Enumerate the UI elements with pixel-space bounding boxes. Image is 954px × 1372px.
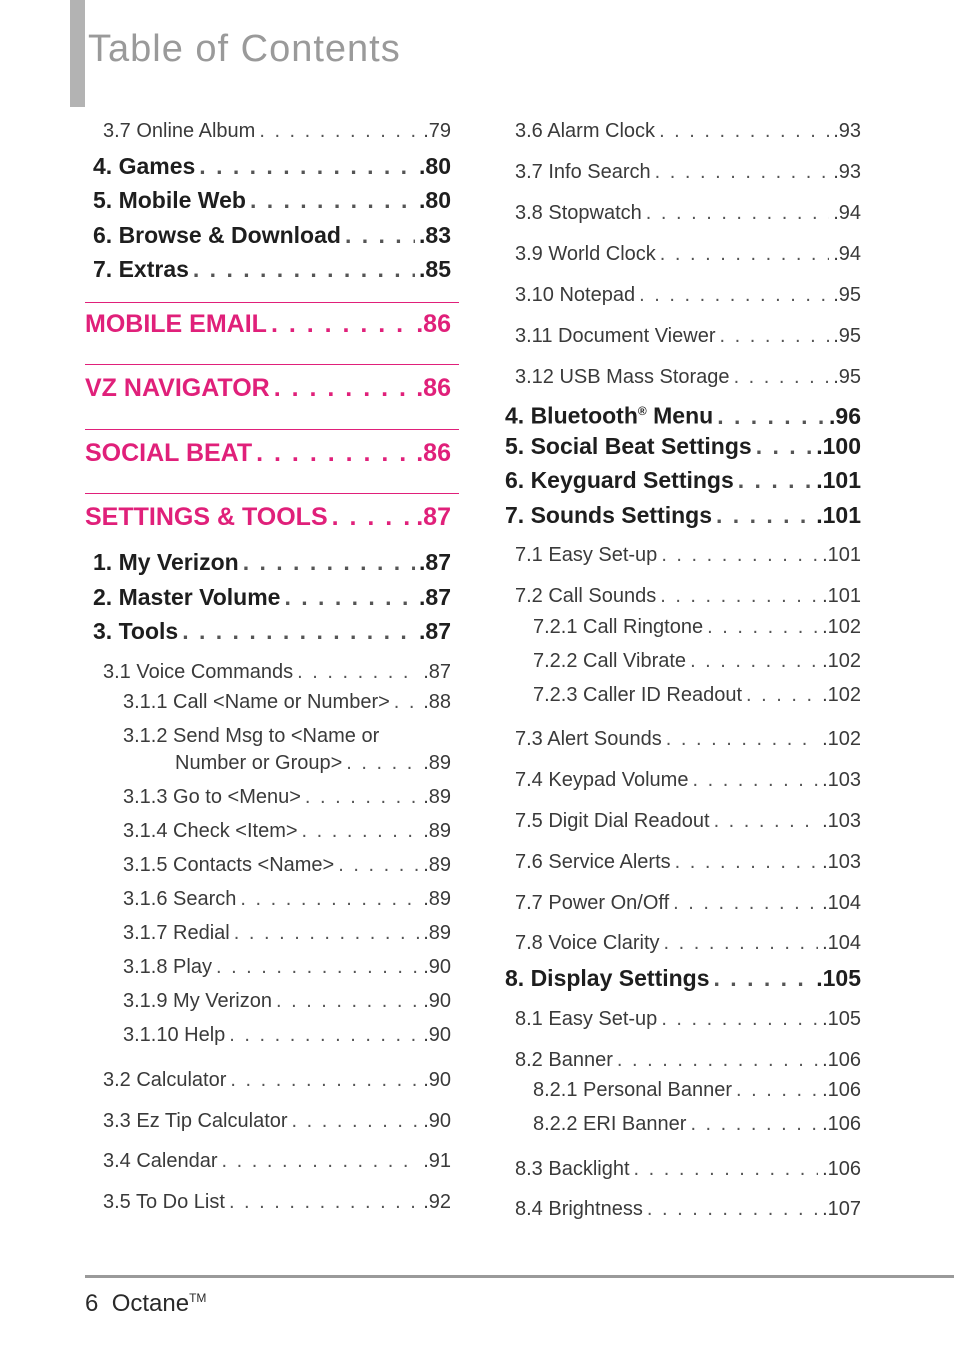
page-ref: .105 bbox=[816, 965, 861, 991]
leader-dots bbox=[394, 685, 419, 719]
page-ref: .95 bbox=[833, 366, 861, 388]
toc-entry[interactable]: 8.3 Backlight . . . .106 bbox=[515, 1152, 861, 1186]
page-ref: .89 bbox=[423, 888, 451, 910]
page-number: 6 bbox=[85, 1290, 99, 1317]
leader-dots bbox=[345, 218, 415, 252]
toc-section-vz-navigator[interactable]: VZ NAVIGATOR . . . .86 bbox=[85, 371, 451, 405]
page-ref: .89 bbox=[423, 752, 451, 774]
leader-dots bbox=[675, 845, 818, 879]
page-ref: .93 bbox=[833, 161, 861, 183]
leader-dots bbox=[617, 1043, 818, 1077]
leader-dots bbox=[240, 882, 419, 916]
page-ref: .90 bbox=[423, 1110, 451, 1132]
leader-dots bbox=[639, 278, 829, 312]
page-ref: .87 bbox=[416, 503, 451, 531]
leader-dots bbox=[647, 1192, 818, 1226]
page-ref: .80 bbox=[419, 187, 451, 213]
toc-entry[interactable]: 3. Tools . . . .87 bbox=[93, 614, 451, 648]
leader-dots bbox=[659, 114, 829, 148]
page-ref: .100 bbox=[816, 433, 861, 459]
leader-dots bbox=[271, 307, 412, 341]
toc-entry[interactable]: 7.1 Easy Set-up . . . .101 bbox=[515, 538, 861, 572]
leader-dots bbox=[673, 886, 818, 920]
page-ref: .89 bbox=[423, 820, 451, 842]
toc-entry[interactable]: 3.1.3 Go to <Menu> . . . .89 bbox=[123, 780, 451, 814]
toc-section-settings-tools[interactable]: SETTINGS & TOOLS . . . .87 bbox=[85, 500, 451, 534]
toc-entry[interactable]: 4. Bluetooth® Menu . . . .96 bbox=[505, 394, 861, 428]
page-ref: .103 bbox=[822, 810, 861, 832]
page-ref: .94 bbox=[833, 243, 861, 265]
leader-dots bbox=[716, 498, 812, 532]
leader-dots bbox=[229, 1018, 419, 1052]
section-divider bbox=[85, 364, 459, 365]
toc-entry[interactable]: 1. My Verizon . . . .87 bbox=[93, 545, 451, 579]
registered-mark: ® bbox=[637, 404, 647, 418]
leader-dots bbox=[714, 961, 813, 995]
leader-dots bbox=[690, 1107, 818, 1141]
page-ref: .87 bbox=[419, 584, 451, 610]
leader-dots bbox=[250, 183, 415, 217]
leader-dots bbox=[664, 926, 819, 960]
toc-entry[interactable]: 7.2.3 Caller ID Readout . . . .102 bbox=[533, 678, 861, 712]
toc-entry[interactable]: 7.5 Digit Dial Readout . . . .103 bbox=[515, 804, 861, 838]
page-ref: .107 bbox=[822, 1198, 861, 1220]
leader-dots bbox=[243, 545, 415, 579]
page-ref: .90 bbox=[423, 990, 451, 1012]
toc-entry[interactable]: 7.3 Alert Sounds . . . .102 bbox=[515, 722, 861, 756]
toc-entry[interactable]: 8.2.1 Personal Banner . . . .106 bbox=[533, 1073, 861, 1107]
toc-entry[interactable]: 7.7 Power On/Off . . . .104 bbox=[515, 886, 861, 920]
page-ref: .89 bbox=[423, 786, 451, 808]
leader-dots bbox=[234, 916, 419, 950]
page-ref: .91 bbox=[423, 1150, 451, 1172]
toc-entry[interactable]: 6. Browse & Download . . . .83 bbox=[93, 218, 451, 252]
page-ref: .90 bbox=[423, 1024, 451, 1046]
page-ref: .102 bbox=[822, 728, 861, 750]
toc-entry[interactable]: 3.11 Document Viewer . . . .95 bbox=[515, 319, 861, 353]
toc-entry[interactable]: 8.2.2 ERI Banner . . . .106 bbox=[533, 1107, 861, 1141]
toc-entry[interactable]: 3.1.7 Redial . . . .89 bbox=[123, 916, 451, 950]
toc-entry[interactable]: 7. Sounds Settings . . . .101 bbox=[505, 498, 861, 532]
page-ref: .87 bbox=[419, 549, 451, 575]
page-title: Table of Contents bbox=[88, 28, 401, 70]
page-ref: .101 bbox=[822, 544, 861, 566]
leader-dots bbox=[646, 196, 829, 230]
page-ref: .93 bbox=[833, 120, 861, 142]
toc-entry[interactable]: 7.8 Voice Clarity . . . .104 bbox=[515, 926, 861, 960]
page-ref: .87 bbox=[423, 661, 451, 683]
section-divider bbox=[85, 302, 459, 303]
page-ref: .79 bbox=[423, 120, 451, 142]
page-ref: .104 bbox=[822, 932, 861, 954]
toc-entry[interactable]: 3.1.4 Check <Item> . . . .89 bbox=[123, 814, 451, 848]
page-ref: .94 bbox=[833, 202, 861, 224]
page-ref: .95 bbox=[833, 325, 861, 347]
toc-entry[interactable]: 4. Games . . . .80 bbox=[93, 149, 451, 183]
page-ref: .88 bbox=[423, 691, 451, 713]
page-ref: .104 bbox=[822, 892, 861, 914]
leader-dots bbox=[230, 1063, 419, 1097]
footer-rule bbox=[85, 1275, 954, 1278]
toc-entry[interactable]: 8.1 Easy Set-up . . . .105 bbox=[515, 1002, 861, 1036]
page-ref: .106 bbox=[822, 1079, 861, 1101]
leader-dots bbox=[182, 614, 415, 648]
toc-entry[interactable]: 3.3 Ez Tip Calculator . . . .90 bbox=[103, 1104, 451, 1138]
toc-entry[interactable]: 3.2 Calculator . . . .90 bbox=[103, 1063, 451, 1097]
leader-dots bbox=[661, 538, 818, 572]
toc-entry-line1[interactable]: 3.1.2 Send Msg to <Name or bbox=[123, 725, 380, 747]
leader-dots bbox=[216, 950, 419, 984]
toc-entry[interactable]: 3.10 Notepad . . . .95 bbox=[515, 278, 861, 312]
leader-dots bbox=[736, 1073, 818, 1107]
leader-dots bbox=[302, 814, 420, 848]
toc-entry[interactable]: 8.2 Banner . . . .106 bbox=[515, 1043, 861, 1077]
leader-dots bbox=[292, 1104, 420, 1138]
page-ref: .105 bbox=[822, 1008, 861, 1030]
toc-entry[interactable]: 3.7 Online Album . . . .79 bbox=[103, 114, 451, 148]
toc-entry[interactable]: 7.2.2 Call Vibrate . . . .102 bbox=[533, 644, 861, 678]
page-ref: .102 bbox=[822, 616, 861, 638]
page-ref: .101 bbox=[822, 585, 861, 607]
page-ref: .83 bbox=[419, 222, 451, 248]
leader-dots bbox=[346, 746, 419, 780]
toc-entry[interactable]: 3.1.9 My Verizon . . . .90 bbox=[123, 984, 451, 1018]
toc-entry[interactable]: 2. Master Volume . . . .87 bbox=[93, 580, 451, 614]
page-footer bbox=[85, 1290, 206, 1318]
leader-dots bbox=[193, 252, 415, 286]
title-accent-bar bbox=[70, 0, 85, 107]
toc-section-mobile-email[interactable]: MOBILE EMAIL . . . .86 bbox=[85, 307, 451, 341]
toc-entry[interactable]: 3.1.10 Help . . . .90 bbox=[123, 1018, 451, 1052]
page-ref: .87 bbox=[419, 618, 451, 644]
product-name: Octane bbox=[111, 1290, 190, 1317]
page-ref: .101 bbox=[816, 502, 861, 528]
leader-dots bbox=[719, 319, 829, 353]
page-ref: .102 bbox=[822, 650, 861, 672]
leader-dots bbox=[660, 579, 818, 613]
section-divider bbox=[85, 493, 459, 494]
leader-dots bbox=[297, 655, 419, 689]
leader-dots bbox=[692, 763, 818, 797]
page-ref: .89 bbox=[423, 854, 451, 876]
page-ref: .90 bbox=[423, 1069, 451, 1091]
leader-dots bbox=[690, 644, 818, 678]
leader-dots bbox=[284, 580, 415, 614]
leader-dots bbox=[738, 463, 812, 497]
toc-section-social-beat[interactable]: SOCIAL BEAT . . . .86 bbox=[85, 436, 451, 470]
toc-entry[interactable]: 5. Social Beat Settings . . . .100 bbox=[505, 429, 861, 463]
page-ref: .106 bbox=[822, 1049, 861, 1071]
page-ref: .86 bbox=[416, 310, 451, 338]
page-ref: .106 bbox=[822, 1113, 861, 1135]
leader-dots bbox=[734, 360, 830, 394]
leader-dots bbox=[756, 429, 813, 463]
leader-dots bbox=[660, 237, 829, 271]
toc-entry[interactable]: 3.1.5 Contacts <Name> . . . .89 bbox=[123, 848, 451, 882]
leader-dots bbox=[199, 149, 415, 183]
toc-entry[interactable]: 3.8 Stopwatch . . . .94 bbox=[515, 196, 861, 230]
leader-dots bbox=[338, 848, 419, 882]
leader-dots bbox=[717, 399, 825, 433]
page-ref: .90 bbox=[423, 956, 451, 978]
page-ref: .85 bbox=[419, 256, 451, 282]
leader-dots bbox=[666, 722, 818, 756]
toc-entry[interactable]: 3.6 Alarm Clock . . . .93 bbox=[515, 114, 861, 148]
toc-entry[interactable]: 7. Extras . . . .85 bbox=[93, 252, 451, 286]
page-ref: .95 bbox=[833, 284, 861, 306]
toc-entry[interactable]: 8.4 Brightness . . . .107 bbox=[515, 1192, 861, 1226]
leader-dots bbox=[259, 114, 419, 148]
leader-dots bbox=[229, 1185, 419, 1219]
toc-entry[interactable]: 7.4 Keypad Volume . . . .103 bbox=[515, 763, 861, 797]
leader-dots bbox=[746, 678, 818, 712]
trademark-mark: TM bbox=[189, 1291, 207, 1305]
toc-entry[interactable]: 3.4 Calendar . . . .91 bbox=[103, 1144, 451, 1178]
leader-dots bbox=[714, 804, 819, 838]
leader-dots bbox=[305, 780, 419, 814]
toc-entry[interactable]: 5. Mobile Web . . . .80 bbox=[93, 183, 451, 217]
page-ref: .86 bbox=[416, 374, 451, 402]
toc-entry[interactable]: 3.1.8 Play . . . .90 bbox=[123, 950, 451, 984]
page-ref: .92 bbox=[423, 1191, 451, 1213]
toc-entry[interactable]: 3.9 World Clock . . . .94 bbox=[515, 237, 861, 271]
page-ref: .80 bbox=[419, 153, 451, 179]
page-ref: .106 bbox=[822, 1158, 861, 1180]
toc-entry[interactable]: 3.5 To Do List . . . .92 bbox=[103, 1185, 451, 1219]
toc-entry[interactable]: 7.2.1 Call Ringtone . . . .102 bbox=[533, 610, 861, 644]
page-ref: .103 bbox=[822, 769, 861, 791]
leader-dots bbox=[332, 500, 413, 534]
page-ref: .86 bbox=[416, 439, 451, 467]
leader-dots bbox=[655, 155, 830, 189]
leader-dots bbox=[634, 1152, 819, 1186]
section-divider bbox=[85, 429, 459, 430]
toc-entry[interactable]: 3.1 Voice Commands . . . .87 bbox=[103, 655, 451, 689]
leader-dots bbox=[274, 371, 413, 405]
page-ref: .101 bbox=[816, 467, 861, 493]
toc-entry[interactable]: 3.1.6 Search . . . .89 bbox=[123, 882, 451, 916]
leader-dots bbox=[707, 610, 818, 644]
toc-entry[interactable]: Number or Group> . . . .89 bbox=[175, 746, 451, 780]
toc-entry[interactable]: 6. Keyguard Settings . . . .101 bbox=[505, 463, 861, 497]
toc-entry[interactable]: 7.6 Service Alerts . . . .103 bbox=[515, 845, 861, 879]
page-ref: .102 bbox=[822, 684, 861, 706]
toc-entry[interactable]: 8. Display Settings . . . .105 bbox=[505, 961, 861, 995]
leader-dots bbox=[276, 984, 419, 1018]
toc-entry[interactable]: 7.2 Call Sounds . . . .101 bbox=[515, 579, 861, 613]
leader-dots bbox=[256, 436, 412, 470]
toc-entry[interactable]: 3.7 Info Search . . . .93 bbox=[515, 155, 861, 189]
toc-entry[interactable]: 3.12 USB Mass Storage . . . .95 bbox=[515, 360, 861, 394]
leader-dots bbox=[661, 1002, 818, 1036]
page-ref: .103 bbox=[822, 851, 861, 873]
page-ref: .96 bbox=[829, 402, 861, 429]
leader-dots bbox=[222, 1144, 420, 1178]
toc-entry[interactable]: 3.1.1 Call <Name or Number> . . . .88 bbox=[123, 685, 451, 719]
page-ref: .89 bbox=[423, 922, 451, 944]
